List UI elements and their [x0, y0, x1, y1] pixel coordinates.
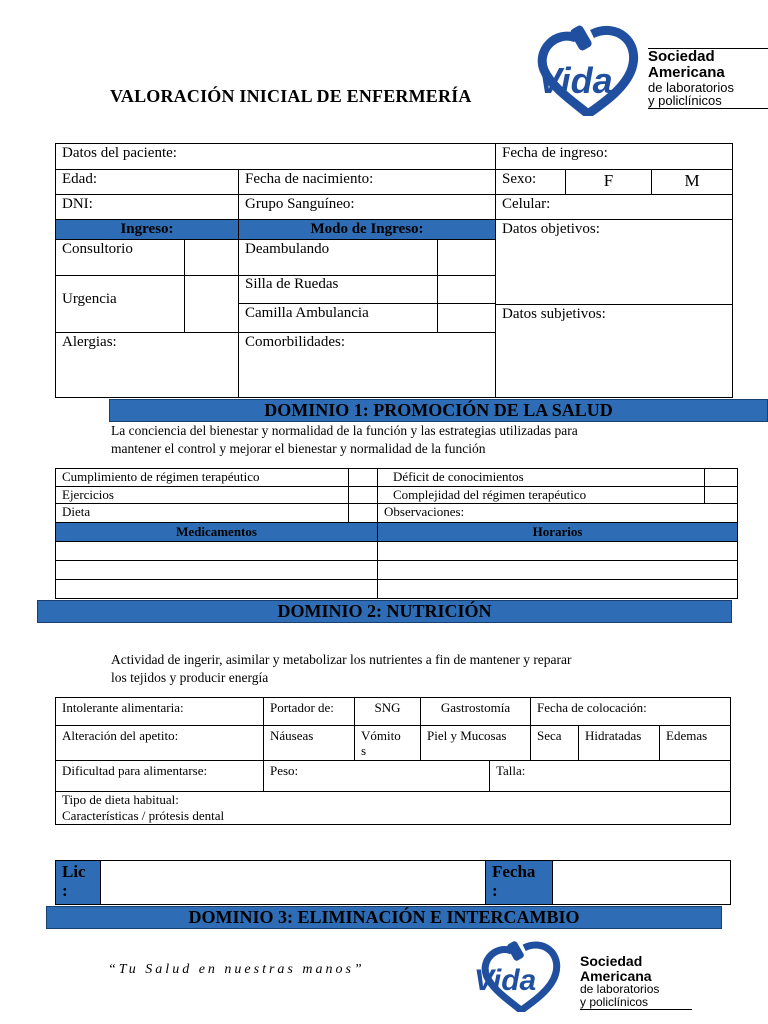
observaciones-label: Observaciones: — [384, 504, 465, 519]
urgencia-label: Urgencia — [62, 291, 117, 307]
medicamentos-header: Medicamentos — [55, 522, 378, 542]
dni-field[interactable] — [55, 194, 239, 220]
complejidad-checkbox[interactable] — [704, 486, 738, 504]
deambulando-label: Deambulando — [245, 241, 330, 257]
observaciones-field[interactable] — [377, 503, 738, 523]
seca-option[interactable] — [530, 725, 579, 761]
edad-field[interactable] — [55, 169, 239, 195]
sng-option[interactable] — [354, 697, 421, 726]
dni-label: DNI: — [62, 196, 93, 212]
camilla-checkbox[interactable] — [437, 303, 496, 333]
deambulando-label-cell — [238, 239, 438, 276]
edemas-option[interactable] — [659, 725, 731, 761]
hidratadas-option[interactable] — [578, 725, 660, 761]
dieta-label: Dieta — [62, 504, 91, 519]
dieta-checkbox[interactable] — [348, 503, 378, 523]
vomitos-label: Vómito — [361, 728, 401, 743]
celular-label: Celular: — [502, 196, 551, 212]
caracteristicas-label: Características / prótesis dental — [62, 808, 225, 823]
footer-logo-mark: Vida — [474, 964, 537, 997]
sexo-m-label: M — [684, 171, 700, 190]
fecha-signature-field[interactable] — [552, 860, 731, 905]
vomitos-label-wrap: s — [361, 743, 367, 758]
talla-label: Talla: — [496, 763, 526, 778]
tipo-dieta-label: Tipo de dieta habitual: — [62, 792, 179, 807]
datos-paciente-label: Datos del paciente: — [62, 145, 177, 161]
cumplimiento-checkbox[interactable] — [348, 468, 378, 487]
medicamento-row-2[interactable] — [55, 560, 378, 580]
lic-colon: : — [62, 881, 68, 900]
fecha-colocacion-label: Fecha de colocación: — [537, 700, 647, 715]
piel-mucosas-label: Piel y Mucosas — [427, 728, 507, 743]
horarios-header: Horarios — [377, 522, 738, 542]
ejercicios-label-cell — [55, 486, 349, 504]
hidratadas-label: Hidratadas — [585, 728, 642, 743]
sexo-m-option[interactable] — [651, 169, 733, 195]
brand-logo — [532, 24, 768, 116]
footer-logo-line-1: Sociedad — [580, 953, 643, 969]
sexo-f-option[interactable] — [565, 169, 652, 195]
medicamento-row-3[interactable] — [55, 579, 378, 599]
fecha-nacimiento-field[interactable] — [238, 169, 496, 195]
grupo-sanguineo-field[interactable] — [238, 194, 496, 220]
complejidad-label: Complejidad del régimen terapéutico — [393, 487, 587, 502]
consultorio-checkbox[interactable] — [184, 239, 239, 276]
logo-line-4: y policlínicos — [648, 93, 722, 109]
camilla-label: Camilla Ambulancia — [245, 305, 369, 321]
deficit-label-cell — [377, 468, 705, 487]
edemas-label: Edemas — [666, 728, 708, 743]
footer-brand-logo — [466, 940, 692, 1012]
sexo-label: Sexo: — [502, 171, 537, 187]
horario-row-2[interactable] — [377, 560, 738, 580]
footer-logo-line-3: de laboratorios — [580, 982, 660, 997]
logo-line-1: Sociedad — [648, 48, 715, 65]
urgencia-label-cell — [55, 275, 185, 333]
celular-field[interactable] — [495, 194, 733, 220]
fecha-colon: : — [492, 881, 498, 900]
portador-label: Portador de: — [270, 700, 334, 715]
gastrostomia-label: Gastrostomía — [440, 700, 511, 715]
piel-mucosas-label-cell — [420, 725, 531, 761]
fecha-colocacion-field[interactable] — [530, 697, 731, 726]
consultorio-label-cell — [55, 239, 185, 276]
gastrostomia-option[interactable] — [420, 697, 531, 726]
camilla-label-cell — [238, 303, 438, 333]
footer-logo-line-2: Americana — [580, 967, 652, 984]
fecha-nacimiento-label: Fecha de nacimiento: — [245, 171, 374, 187]
sng-label: SNG — [374, 700, 401, 715]
lic-signature-field[interactable] — [100, 860, 486, 905]
talla-field[interactable] — [489, 760, 731, 792]
vomitos-option[interactable] — [354, 725, 421, 761]
peso-label: Peso: — [270, 763, 299, 778]
silla-ruedas-checkbox[interactable] — [437, 275, 496, 304]
nauseas-label: Náuseas — [270, 728, 314, 743]
datos-subjetivos-field[interactable] — [495, 304, 733, 398]
dominio1-header: DOMINIO 1: PROMOCIÓN DE LA SALUD — [109, 399, 768, 422]
comorbilidades-field[interactable] — [238, 332, 496, 398]
fecha-ingreso-field[interactable] — [495, 143, 733, 170]
dominio1-desc-line1: La conciencia del bienestar y normalidad de la función y las estrategias utilizadas para — [111, 423, 578, 438]
intolerante-field[interactable] — [55, 697, 264, 726]
fecha-label-cell — [485, 860, 553, 905]
footer-slogan: “Tu Salud en nuestras manos” — [108, 962, 365, 977]
silla-ruedas-label: Silla de Ruedas — [245, 276, 339, 292]
dificultad-label: Dificultad para alimentarse: — [62, 763, 208, 778]
tipo-dieta-field[interactable] — [55, 791, 731, 825]
alteracion-label: Alteración del apetito: — [62, 728, 179, 743]
dominio1-desc-line2: mantener el control y mejorar el bienestar y normalidad de la función — [111, 441, 486, 456]
footer-logo-line-4: y policlínicos — [580, 994, 649, 1009]
datos-paciente-field[interactable] — [55, 143, 496, 170]
cumplimiento-label: Cumplimiento de régimen terapéutico — [62, 469, 260, 484]
dominio1-description — [111, 422, 578, 458]
ejercicios-label: Ejercicios — [62, 487, 114, 502]
dominio3-header: DOMINIO 3: ELIMINACIÓN E INTERCAMBIO — [46, 906, 722, 929]
sexo-label-cell — [495, 169, 566, 195]
portador-label-cell — [263, 697, 355, 726]
alergias-label: Alergias: — [62, 334, 117, 350]
dominio2-desc-line1: Actividad de ingerir, asimilar y metabolizar los nutrientes a fin de mantener y reparar — [111, 652, 572, 667]
sexo-f-label: F — [603, 171, 614, 190]
horario-row-1[interactable] — [377, 541, 738, 561]
horario-row-3[interactable] — [377, 579, 738, 599]
dificultad-field[interactable] — [55, 760, 264, 792]
alergias-field[interactable] — [55, 332, 239, 398]
logo-mark: Vida — [538, 60, 613, 101]
grupo-sanguineo-label: Grupo Sanguíneo: — [245, 196, 355, 212]
medicamento-row-1[interactable] — [55, 541, 378, 561]
nauseas-option[interactable] — [263, 725, 355, 761]
seca-label: Seca — [537, 728, 562, 743]
complejidad-label-cell — [377, 486, 705, 504]
cumplimiento-label-cell — [55, 468, 349, 487]
deambulando-checkbox[interactable] — [437, 239, 496, 276]
datos-subjetivos-label: Datos subjetivos: — [502, 306, 606, 322]
datos-objetivos-label: Datos objetivos: — [502, 221, 600, 237]
page-title: VALORACIÓN INICIAL DE ENFERMERÍA — [110, 86, 472, 106]
alteracion-label-cell — [55, 725, 264, 761]
comorbilidades-label: Comorbilidades: — [245, 334, 345, 350]
modo-ingreso-header: Modo de Ingreso: — [238, 219, 496, 240]
consultorio-label: Consultorio — [62, 241, 133, 257]
lic-label: Lic — [62, 862, 86, 881]
fecha-ingreso-label: Fecha de ingreso: — [502, 145, 608, 161]
silla-ruedas-label-cell — [238, 275, 438, 304]
dominio2-description — [111, 651, 572, 687]
ingreso-header: Ingreso: — [55, 219, 239, 240]
fecha-label: Fecha — [492, 862, 536, 881]
ejercicios-checkbox[interactable] — [348, 486, 378, 504]
dieta-label-cell — [55, 503, 349, 523]
deficit-label: Déficit de conocimientos — [393, 469, 524, 484]
peso-field[interactable] — [263, 760, 490, 792]
urgencia-checkbox[interactable] — [184, 275, 239, 333]
dominio2-desc-line2: los tejidos y producir energía — [111, 670, 269, 685]
intolerante-label: Intolerante alimentaria: — [62, 700, 184, 715]
dominio2-header: DOMINIO 2: NUTRICIÓN — [37, 600, 732, 623]
edad-label: Edad: — [62, 171, 97, 187]
deficit-checkbox[interactable] — [704, 468, 738, 487]
datos-objetivos-field[interactable] — [495, 219, 733, 305]
lic-label-cell — [55, 860, 101, 905]
logo-line-3: de laboratorios — [648, 79, 734, 95]
logo-line-2: Americana — [648, 63, 725, 81]
